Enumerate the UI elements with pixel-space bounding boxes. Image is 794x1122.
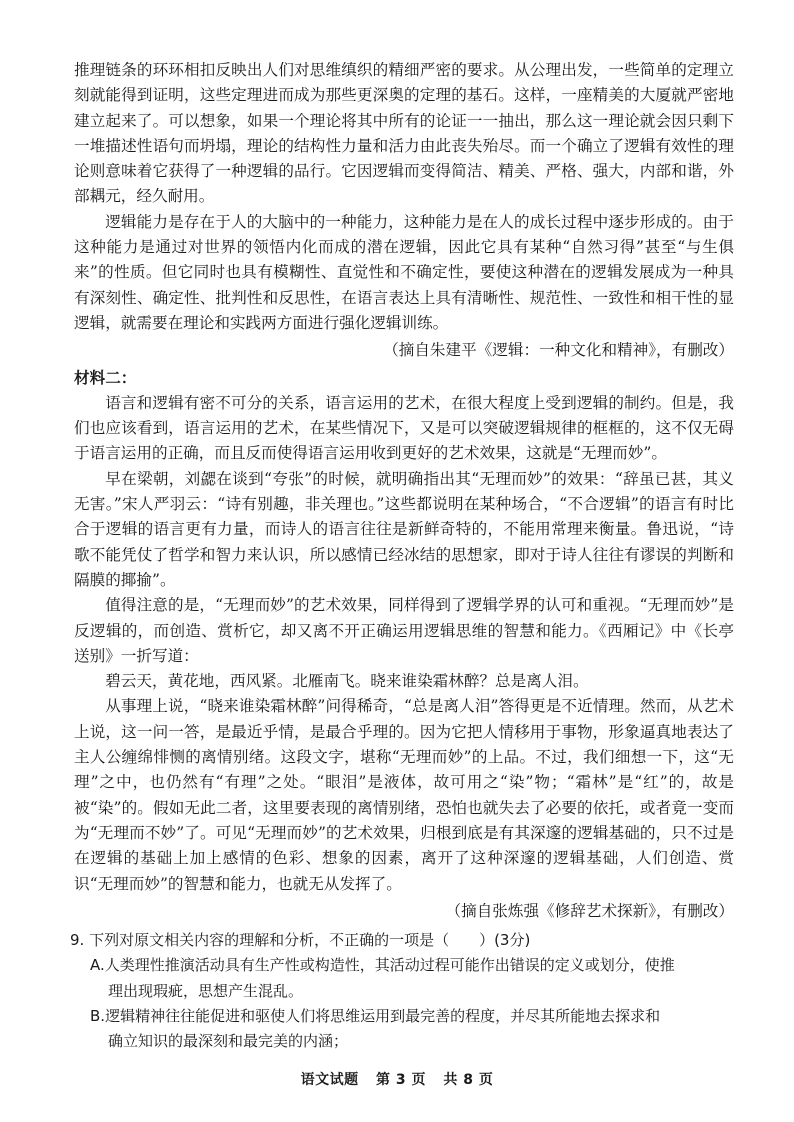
material2-heading: 材料二： — [74, 368, 137, 387]
material2-paragraph-4: 从事理上说，“晓来谁染霜林醉”问得稀奇，“总是离人泪”答得更是不近情理。然而，从艺术上说，这一问一答，是最近乎情，是最合乎理的。因为它把人情移用于事物，形象逼真地表达了主人公缠绵悱恻的离情别绪。这段文字，堪称“无理而妙”的上品。不过，我们细想一下，这“无理”之中，也仍然有“有理”之处。“眼泪”是液体，故可用之“染”物；“霜林”是“红”的，故是被“染”的。假如无此二者，这里要表现的离情别绪，恐怕也就失去了必要的依托，或者竟一变而为“无理而不妙”了。可见“无理而妙”的艺术效果，归根到底是有其深邃的逻辑基础的，只不过是在逻辑的基础上加上感情的色彩、想象的因素，离开了这种深邃的逻辑基础，人们创造、赏识“无理而妙”的智慧和能力，也就无从发挥了。 — [74, 697, 734, 893]
question-9 — [70, 928, 734, 1054]
option-b-label: B. — [90, 1006, 106, 1025]
material1-paragraph-2: 逻辑能力是存在于人的大脑中的一种能力，这种能力是在人的成长过程中逐步形成的。由于这种能力是通过对世界的领悟内化而成的潜在逻辑，因此它具有某种“自然习得”甚至“与生俱来”的性质。但它同时也具有模糊性、直觉性和不确定性，要使这种潜在的逻辑发展成为一种具有深刻性、确定性、批判性和反思性，在语言表达上具有清晰性、规范性、一致性和相干性的显逻辑，就需要在理论和实践两方面进行强化逻辑训练。 — [74, 212, 734, 332]
option-a-text-line-1: 人类理性推演活动具有生产性或构造性，其活动过程可能作出错误的定义或划分，使推 — [104, 956, 675, 975]
question-9-stem: 9. 下列对原文相关内容的理解和分析，不正确的一项是（ ）(3分) — [70, 931, 531, 950]
footer-page-number: 第 3 页 — [376, 1072, 426, 1088]
option-a-label: A. — [90, 956, 105, 975]
footer-total-pages: 共 8 页 — [443, 1072, 494, 1088]
page-footer — [0, 1069, 794, 1089]
material1-source: （摘自朱建平《逻辑：一种文化和精神》，有删改） — [383, 341, 734, 360]
material1-paragraph-1: 推理链条的环环相扣反映出人们对思维缜织的精细严密的要求。从公理出发，一些简单的定理立刻就能得到证明，这些定理进而成为那些更深奥的定理的基石。这样，一座精美的大厦就严密地建立起来了。可以想象，如果一个理论将其中所有的论证一一抽出，那么这一理论就会因只剩下一堆描述性语句而坍塌，理论的结构性力量和活力由此丧失殆尽。而一个确立了逻辑有效性的理论则意味着它获得了一种逻辑的品行。它因逻辑而变得简洁、精美、严格、强大，内部和谐，外部耦元，经久耐用。 — [74, 61, 734, 206]
option-b-text-line-2: 确立知识的最深刻和最完美的内涵； — [108, 1032, 349, 1051]
question-9-option-b[interactable] — [74, 1004, 734, 1029]
material2-paragraph-3: 值得注意的是，“无理而妙”的艺术效果，同样得到了逻辑学界的认可和重视。“无理而妙”是反逻辑的，而创造、赏析它，却又离不开正确运用逻辑思维的智慧和能力。《西厢记》中《长亭送别》一折写道： — [74, 596, 734, 665]
option-a-text-line-2: 理出现瑕疵，思想产生混乱。 — [108, 981, 304, 1000]
material2-quote: 碧云天，黄花地，西风紧。北雁南飞。晓来谁染霜林醉？总是离人泪。 — [105, 672, 589, 691]
page-content — [70, 58, 734, 1055]
material2-source: （摘自张炼强《修辞艺术探新》，有删改） — [445, 901, 734, 920]
option-b-text-line-1: 逻辑精神往往能促进和驱使人们将思维运用到最完善的程度，并尽其所能地去探求和 — [105, 1006, 661, 1025]
footer-subject: 语文试题 — [300, 1072, 359, 1088]
question-9-option-a[interactable] — [74, 953, 734, 978]
material2-paragraph-2: 早在梁朝，刘勰在谈到“夸张”的时候，就明确指出其“无理而妙”的效果：“辞虽已甚，其义无害。”宋人严羽云：“诗有别趣，非关理也。”这些都说明在某种场合，“不合逻辑”的语言有时比合于逻辑的语言更有力量，而诗人的语言往往是新鲜奇特的，不能用常理来衡量。鲁迅说，“诗歌不能凭仗了哲学和智力来认识，所以感情已经冰结的思想家，即对于诗人往往有谬误的判断和隔膜的揶揄”。 — [74, 469, 734, 589]
material2-paragraph-1: 语言和逻辑有密不可分的关系，语言运用的艺术，在很大程度上受到逻辑的制约。但是，我们也应该看到，语言运用的艺术，在某些情况下，又是可以突破逻辑规律的框框的，这不仅无碍于语言运用的正确，而且反而使得语言运用收到更好的艺术效果，这就是“无理而妙”。 — [74, 393, 734, 463]
